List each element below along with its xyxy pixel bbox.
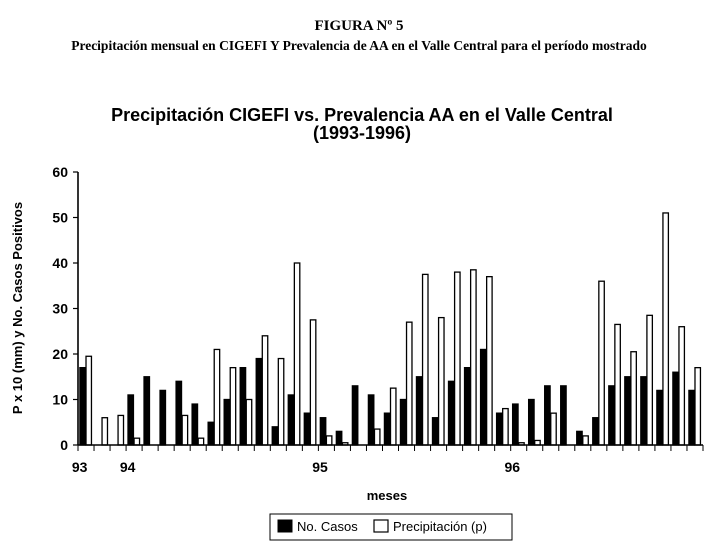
x-tick-label: 95 — [312, 459, 328, 475]
bar-casos — [336, 431, 341, 445]
bar-precipitacion — [182, 415, 187, 445]
bar-casos — [481, 349, 486, 445]
chart-title: Precipitación CIGEFI vs. Prevalencia AA en el Valle Central — [111, 105, 613, 125]
bar-casos — [176, 381, 181, 445]
bar-precipitacion — [551, 413, 556, 445]
bar-casos — [497, 413, 502, 445]
chart-subtitle: (1993-1996) — [312, 123, 412, 143]
y-tick-label: 30 — [52, 300, 68, 317]
bar-casos — [256, 359, 261, 445]
bar-precipitacion — [503, 409, 508, 445]
bar-casos — [577, 431, 582, 445]
bar-casos — [224, 400, 229, 446]
bar-precipitacion — [198, 438, 203, 445]
y-tick-label: 10 — [52, 391, 68, 408]
bar-casos — [288, 395, 293, 445]
bar-casos — [449, 381, 454, 445]
bar-precipitacion — [374, 429, 379, 445]
x-axis-label: meses — [366, 488, 408, 503]
figure-number: FIGURA Nº 5 — [314, 18, 404, 34]
bar-casos — [609, 386, 614, 445]
bar-precipitacion — [583, 436, 588, 445]
legend — [270, 514, 512, 540]
y-tick-label: 0 — [60, 437, 68, 453]
bar-casos — [320, 418, 325, 445]
bar-precipitacion — [326, 436, 331, 445]
bar-casos — [128, 395, 133, 445]
bar-casos — [593, 418, 598, 445]
bar-casos — [465, 368, 470, 445]
bar-precipitacion — [118, 415, 123, 445]
bar-precipitacion — [246, 400, 251, 446]
bar-casos — [208, 422, 213, 445]
bar-casos — [689, 390, 694, 445]
y-tick-label: 20 — [52, 346, 68, 362]
bar-casos — [545, 386, 550, 445]
bar-casos — [384, 413, 389, 445]
y-tick-label: 40 — [52, 255, 68, 271]
bar-casos — [432, 418, 437, 445]
bar-precipitacion — [278, 359, 283, 445]
plot-area — [52, 164, 703, 475]
bar-precipitacion — [663, 213, 668, 445]
bar-precipitacion — [487, 277, 492, 445]
bar-casos — [240, 368, 245, 445]
x-tick-label: 96 — [504, 459, 521, 475]
bar-precipitacion — [631, 352, 636, 445]
bar-casos — [192, 404, 197, 445]
bar-casos — [80, 368, 85, 445]
bar-casos — [625, 377, 630, 445]
bar-precipitacion — [102, 418, 107, 445]
y-axis-label: P x 10 (mm) y No. Casos Positivos — [10, 201, 25, 415]
bar-casos — [368, 395, 373, 445]
bar-precipitacion — [310, 320, 315, 445]
bar-precipitacion — [679, 327, 684, 445]
bar-casos — [400, 400, 405, 446]
legend-swatch-casos — [278, 520, 292, 532]
bar-casos — [160, 390, 165, 445]
bar-precipitacion — [391, 388, 396, 445]
bar-precipitacion — [407, 322, 412, 445]
bar-precipitacion — [262, 336, 267, 445]
bar-precipitacion — [695, 368, 700, 445]
bar-precipitacion — [230, 368, 235, 445]
bar-precipitacion — [294, 263, 299, 445]
bar-precipitacion — [86, 356, 91, 445]
bar-casos — [144, 377, 149, 445]
legend-label-precipitacion: Precipitación (p) — [393, 519, 487, 534]
y-tick-label: 60 — [52, 164, 68, 180]
bar-precipitacion — [423, 274, 428, 445]
x-tick-label: 93 — [71, 459, 88, 475]
legend-swatch-precipitacion — [374, 520, 388, 532]
bar-precipitacion — [471, 270, 476, 445]
bar-casos — [561, 386, 566, 445]
bar-casos — [673, 372, 678, 445]
x-tick-label: 94 — [119, 459, 136, 475]
bar-precipitacion — [134, 438, 139, 445]
bar-casos — [657, 390, 662, 445]
bar-precipitacion — [439, 318, 444, 445]
bar-precipitacion — [214, 349, 219, 445]
bar-casos — [529, 400, 534, 446]
bar-casos — [416, 377, 421, 445]
y-tick-label: 50 — [52, 209, 68, 226]
figure-caption: Precipitación mensual en CIGEFI Y Prevalencia de AA en el Valle Central para el período mostrado — [71, 38, 647, 53]
bar-casos — [352, 386, 357, 445]
bar-precipitacion — [455, 272, 460, 445]
bar-casos — [641, 377, 646, 445]
bar-precipitacion — [647, 315, 652, 445]
bar-casos — [304, 413, 309, 445]
bar-precipitacion — [599, 281, 604, 445]
bar-precipitacion — [615, 324, 620, 445]
bar-casos — [513, 404, 518, 445]
legend-label-casos: No. Casos — [297, 519, 358, 534]
bar-casos — [272, 427, 277, 445]
